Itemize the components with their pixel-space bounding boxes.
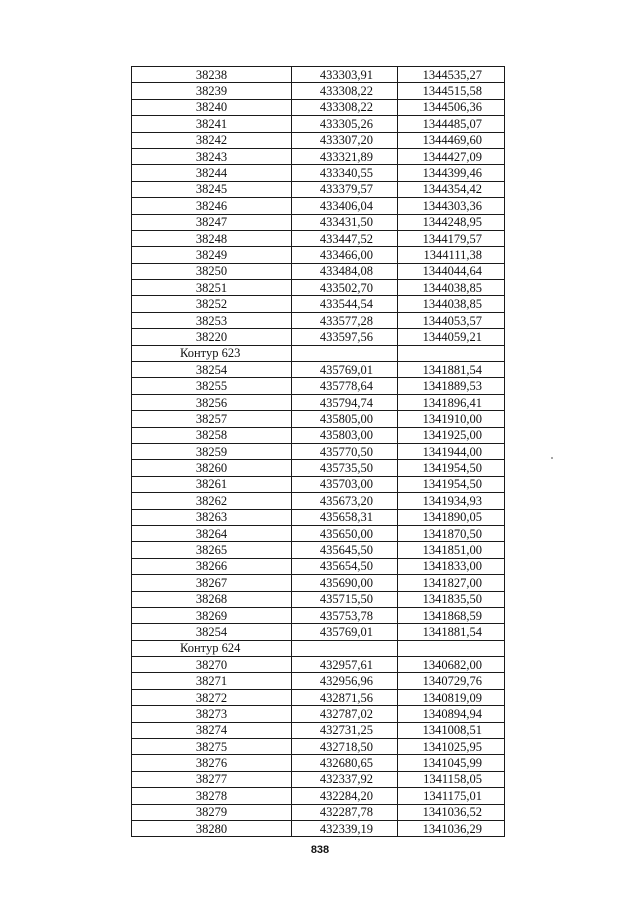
- x-coordinate-cell: 435650,00: [292, 525, 398, 541]
- y-coordinate-cell: 1344303,36: [398, 198, 505, 214]
- table-row: [132, 378, 505, 394]
- x-coordinate-cell: 435690,00: [292, 575, 398, 591]
- table-row: [132, 673, 505, 689]
- y-coordinate-cell: 1341910,00: [398, 411, 505, 427]
- x-coordinate-cell: 433597,56: [292, 329, 398, 345]
- y-coordinate-cell: 1341954,50: [398, 460, 505, 476]
- x-coordinate-cell: 435803,00: [292, 427, 398, 443]
- y-coordinate-cell: 1340894,94: [398, 706, 505, 722]
- table-row: [132, 411, 505, 427]
- x-coordinate-cell: 435753,78: [292, 607, 398, 623]
- page-number: 838: [310, 844, 330, 856]
- point-number-cell: 38250: [132, 263, 292, 279]
- point-number-cell: 38249: [132, 247, 292, 263]
- point-number-cell: 38252: [132, 296, 292, 312]
- point-number-cell: 38257: [132, 411, 292, 427]
- y-coordinate-cell: 1344427,09: [398, 148, 505, 164]
- point-number-cell: 38255: [132, 378, 292, 394]
- point-number-cell: 38256: [132, 394, 292, 410]
- table-row: [132, 525, 505, 541]
- x-coordinate-cell: 433303,91: [292, 67, 398, 83]
- x-coordinate-cell: 433308,22: [292, 83, 398, 99]
- contour-label: Контур 623: [132, 345, 292, 361]
- table-row: [132, 280, 505, 296]
- y-coordinate-cell: 1344354,42: [398, 181, 505, 197]
- table-row: [132, 624, 505, 640]
- point-number-cell: 38244: [132, 165, 292, 181]
- y-coordinate-cell: 1344111,38: [398, 247, 505, 263]
- y-coordinate-cell: 1341025,95: [398, 739, 505, 755]
- x-coordinate-cell: 433577,28: [292, 312, 398, 328]
- y-coordinate-cell: 1344038,85: [398, 280, 505, 296]
- table-row: [132, 312, 505, 328]
- point-number-cell: 38275: [132, 739, 292, 755]
- y-coordinate-cell: 1344399,46: [398, 165, 505, 181]
- point-number-cell: 38245: [132, 181, 292, 197]
- point-number-cell: 38239: [132, 83, 292, 99]
- x-coordinate-cell: 432871,56: [292, 689, 398, 705]
- y-coordinate-cell: 1341870,50: [398, 525, 505, 541]
- empty-cell: [398, 345, 505, 361]
- y-coordinate-cell: 1344179,57: [398, 230, 505, 246]
- table-row: [132, 165, 505, 181]
- y-coordinate-cell: 1341833,00: [398, 558, 505, 574]
- y-coordinate-cell: 1340819,09: [398, 689, 505, 705]
- y-coordinate-cell: 1341944,00: [398, 443, 505, 459]
- point-number-cell: 38266: [132, 558, 292, 574]
- point-number-cell: 38264: [132, 525, 292, 541]
- x-coordinate-cell: 432337,92: [292, 771, 398, 787]
- table-row: [132, 542, 505, 558]
- table-row: [132, 247, 505, 263]
- point-number-cell: 38240: [132, 99, 292, 115]
- y-coordinate-cell: 1341835,50: [398, 591, 505, 607]
- stray-mark: [551, 457, 553, 459]
- point-number-cell: 38276: [132, 755, 292, 771]
- table-row: [132, 493, 505, 509]
- y-coordinate-cell: 1341036,29: [398, 820, 505, 836]
- y-coordinate-cell: 1344038,85: [398, 296, 505, 312]
- table-row: [132, 214, 505, 230]
- x-coordinate-cell: 432287,78: [292, 804, 398, 820]
- point-number-cell: 38268: [132, 591, 292, 607]
- coordinates-table: [131, 66, 505, 837]
- point-number-cell: 38272: [132, 689, 292, 705]
- y-coordinate-cell: 1341827,00: [398, 575, 505, 591]
- table-row: [132, 820, 505, 836]
- y-coordinate-cell: 1341868,59: [398, 607, 505, 623]
- point-number-cell: 38260: [132, 460, 292, 476]
- table-row: [132, 706, 505, 722]
- table-row: [132, 689, 505, 705]
- x-coordinate-cell: 433321,89: [292, 148, 398, 164]
- table-row: [132, 394, 505, 410]
- x-coordinate-cell: 432284,20: [292, 788, 398, 804]
- table-row: [132, 116, 505, 132]
- x-coordinate-cell: 435673,20: [292, 493, 398, 509]
- point-number-cell: 38254: [132, 362, 292, 378]
- x-coordinate-cell: 433484,08: [292, 263, 398, 279]
- point-number-cell: 38258: [132, 427, 292, 443]
- y-coordinate-cell: 1344515,58: [398, 83, 505, 99]
- table-row: [132, 657, 505, 673]
- table-row: [132, 607, 505, 623]
- x-coordinate-cell: 435769,01: [292, 362, 398, 378]
- y-coordinate-cell: 1341851,00: [398, 542, 505, 558]
- x-coordinate-cell: 435715,50: [292, 591, 398, 607]
- table-row: [132, 755, 505, 771]
- x-coordinate-cell: 432718,50: [292, 739, 398, 755]
- table-row: [132, 771, 505, 787]
- point-number-cell: 38279: [132, 804, 292, 820]
- table-row: [132, 443, 505, 459]
- empty-cell: [398, 640, 505, 656]
- x-coordinate-cell: 435735,50: [292, 460, 398, 476]
- table-row: [132, 263, 505, 279]
- point-number-cell: 38267: [132, 575, 292, 591]
- point-number-cell: 38254: [132, 624, 292, 640]
- table-row: [132, 132, 505, 148]
- table-row: [132, 362, 505, 378]
- y-coordinate-cell: 1344506,36: [398, 99, 505, 115]
- table-row: [132, 558, 505, 574]
- x-coordinate-cell: 435778,64: [292, 378, 398, 394]
- y-coordinate-cell: 1341934,93: [398, 493, 505, 509]
- x-coordinate-cell: 433308,22: [292, 99, 398, 115]
- y-coordinate-cell: 1341890,05: [398, 509, 505, 525]
- x-coordinate-cell: 435658,31: [292, 509, 398, 525]
- point-number-cell: 38270: [132, 657, 292, 673]
- y-coordinate-cell: 1344248,95: [398, 214, 505, 230]
- table-row: [132, 427, 505, 443]
- table-row: [132, 804, 505, 820]
- x-coordinate-cell: 433544,54: [292, 296, 398, 312]
- y-coordinate-cell: 1344535,27: [398, 67, 505, 83]
- x-coordinate-cell: 433466,00: [292, 247, 398, 263]
- x-coordinate-cell: 435654,50: [292, 558, 398, 574]
- x-coordinate-cell: 433340,55: [292, 165, 398, 181]
- y-coordinate-cell: 1340729,76: [398, 673, 505, 689]
- y-coordinate-cell: 1344044,64: [398, 263, 505, 279]
- x-coordinate-cell: 432680,65: [292, 755, 398, 771]
- table-row: [132, 722, 505, 738]
- contour-label: Контур 624: [132, 640, 292, 656]
- y-coordinate-cell: 1344053,57: [398, 312, 505, 328]
- point-number-cell: 38263: [132, 509, 292, 525]
- y-coordinate-cell: 1341008,51: [398, 722, 505, 738]
- table-row: [132, 476, 505, 492]
- x-coordinate-cell: 435703,00: [292, 476, 398, 492]
- y-coordinate-cell: 1341881,54: [398, 624, 505, 640]
- x-coordinate-cell: 435645,50: [292, 542, 398, 558]
- contour-header-row: [132, 640, 505, 656]
- x-coordinate-cell: 433406,04: [292, 198, 398, 214]
- table-row: [132, 788, 505, 804]
- table-row: [132, 575, 505, 591]
- table-row: [132, 509, 505, 525]
- y-coordinate-cell: 1341881,54: [398, 362, 505, 378]
- point-number-cell: 38248: [132, 230, 292, 246]
- x-coordinate-cell: 435769,01: [292, 624, 398, 640]
- point-number-cell: 38247: [132, 214, 292, 230]
- x-coordinate-cell: 435805,00: [292, 411, 398, 427]
- empty-cell: [292, 345, 398, 361]
- point-number-cell: 38277: [132, 771, 292, 787]
- x-coordinate-cell: 433305,26: [292, 116, 398, 132]
- x-coordinate-cell: 433379,57: [292, 181, 398, 197]
- table-row: [132, 99, 505, 115]
- x-coordinate-cell: 433447,52: [292, 230, 398, 246]
- point-number-cell: 38280: [132, 820, 292, 836]
- point-number-cell: 38241: [132, 116, 292, 132]
- x-coordinate-cell: 433431,50: [292, 214, 398, 230]
- table-row: [132, 83, 505, 99]
- point-number-cell: 38273: [132, 706, 292, 722]
- table-row: [132, 230, 505, 246]
- table-row: [132, 67, 505, 83]
- point-number-cell: 38269: [132, 607, 292, 623]
- table-row: [132, 296, 505, 312]
- y-coordinate-cell: 1341954,50: [398, 476, 505, 492]
- y-coordinate-cell: 1341036,52: [398, 804, 505, 820]
- point-number-cell: 38253: [132, 312, 292, 328]
- x-coordinate-cell: 432339,19: [292, 820, 398, 836]
- point-number-cell: 38246: [132, 198, 292, 214]
- point-number-cell: 38265: [132, 542, 292, 558]
- y-coordinate-cell: 1341158,05: [398, 771, 505, 787]
- table-row: [132, 739, 505, 755]
- y-coordinate-cell: 1341896,41: [398, 394, 505, 410]
- y-coordinate-cell: 1341045,99: [398, 755, 505, 771]
- table-row: [132, 329, 505, 345]
- y-coordinate-cell: 1344485,07: [398, 116, 505, 132]
- table-row: [132, 591, 505, 607]
- point-number-cell: 38262: [132, 493, 292, 509]
- x-coordinate-cell: 432731,25: [292, 722, 398, 738]
- table-row: [132, 198, 505, 214]
- y-coordinate-cell: 1341925,00: [398, 427, 505, 443]
- empty-cell: [292, 640, 398, 656]
- point-number-cell: 38243: [132, 148, 292, 164]
- x-coordinate-cell: 432956,96: [292, 673, 398, 689]
- coordinates-table-body: [132, 67, 505, 837]
- y-coordinate-cell: 1341889,53: [398, 378, 505, 394]
- y-coordinate-cell: 1344059,21: [398, 329, 505, 345]
- y-coordinate-cell: 1341175,01: [398, 788, 505, 804]
- x-coordinate-cell: 435794,74: [292, 394, 398, 410]
- point-number-cell: 38259: [132, 443, 292, 459]
- x-coordinate-cell: 433502,70: [292, 280, 398, 296]
- contour-header-row: [132, 345, 505, 361]
- point-number-cell: 38238: [132, 67, 292, 83]
- point-number-cell: 38242: [132, 132, 292, 148]
- y-coordinate-cell: 1340682,00: [398, 657, 505, 673]
- x-coordinate-cell: 435770,50: [292, 443, 398, 459]
- point-number-cell: 38271: [132, 673, 292, 689]
- point-number-cell: 38278: [132, 788, 292, 804]
- x-coordinate-cell: 432787,02: [292, 706, 398, 722]
- point-number-cell: 38274: [132, 722, 292, 738]
- point-number-cell: 38251: [132, 280, 292, 296]
- point-number-cell: 38220: [132, 329, 292, 345]
- x-coordinate-cell: 432957,61: [292, 657, 398, 673]
- table-row: [132, 148, 505, 164]
- point-number-cell: 38261: [132, 476, 292, 492]
- table-row: [132, 460, 505, 476]
- table-row: [132, 181, 505, 197]
- y-coordinate-cell: 1344469,60: [398, 132, 505, 148]
- x-coordinate-cell: 433307,20: [292, 132, 398, 148]
